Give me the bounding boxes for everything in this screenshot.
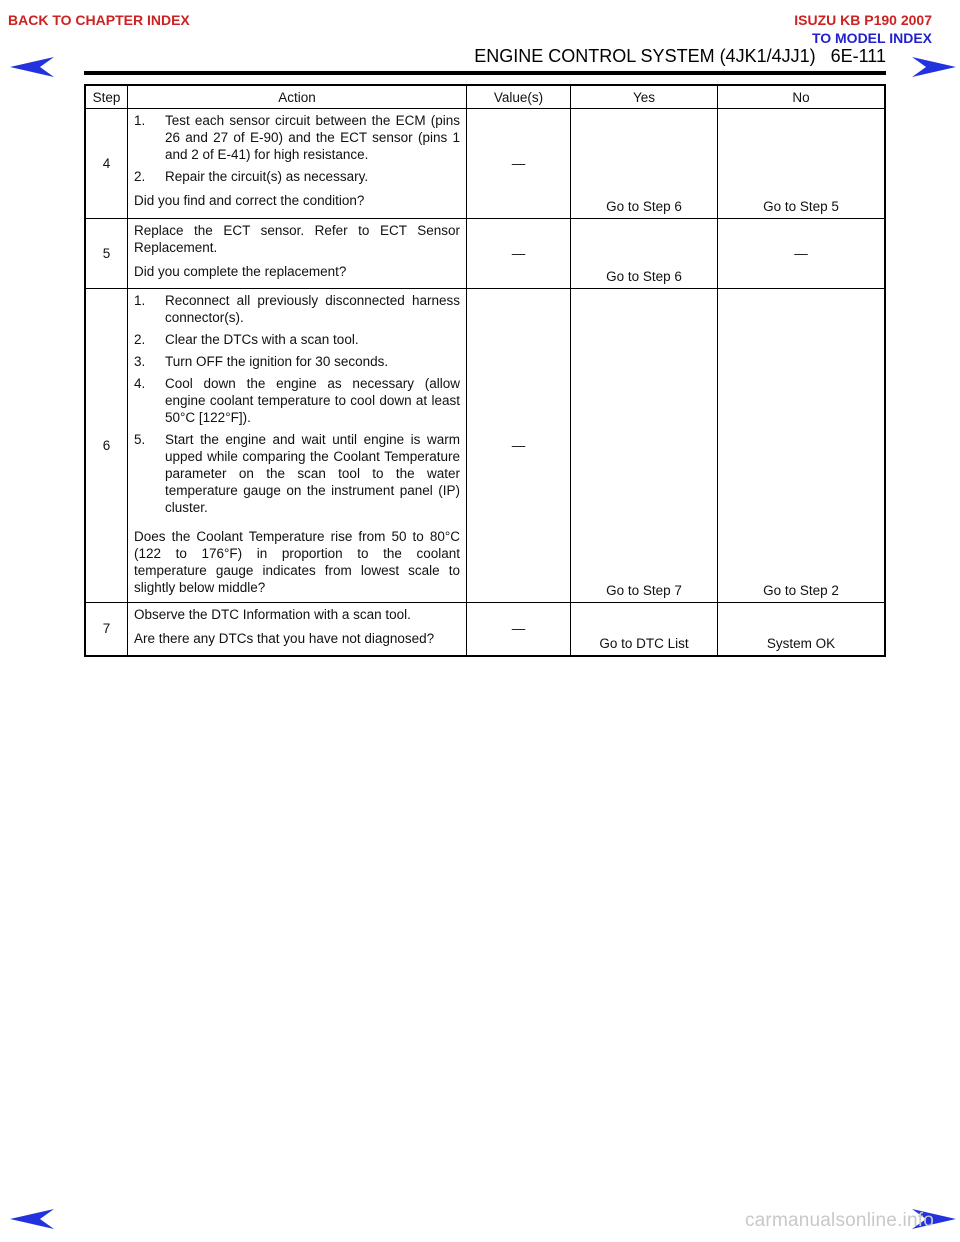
table-row (85, 603, 885, 656)
action-text: Observe the DTC Information with a scan tool. (134, 607, 411, 622)
item-text: Turn OFF the ignition for 30 seconds. (165, 354, 389, 369)
action-cell (128, 219, 467, 289)
watermark: carmanualsonline.info (744, 1210, 934, 1231)
item-number: 2. (134, 169, 146, 184)
item-number: 1. (134, 113, 146, 128)
no-cell: — (718, 219, 886, 289)
value-cell: — (467, 109, 571, 219)
value-cell: — (467, 603, 571, 656)
item-number: 2. (134, 332, 146, 347)
item-number: 1. (134, 293, 146, 308)
item-text: Start the engine and wait until engine is warm upped while comparing the Coolant Temperature parameter on the scan tool to the water temperature gauge on the instrument panel (IP) cluster. (165, 432, 460, 515)
action-item (134, 331, 460, 348)
item-number: 5. (134, 432, 146, 447)
item-text: Reconnect all previously disconnected harness connector(s). (165, 293, 460, 325)
next-page-arrow-top[interactable] (912, 56, 956, 78)
item-text: Repair the circuit(s) as necessary. (165, 169, 369, 184)
column-header-action: Action (128, 85, 467, 109)
action-list (134, 112, 460, 185)
prev-arrow-icon (10, 1208, 54, 1230)
next-arrow-icon (912, 56, 956, 78)
action-text: Replace the ECT sensor. Refer to ECT Sensor Replacement. (134, 223, 460, 255)
action-cell (128, 603, 467, 656)
action-item (134, 353, 460, 370)
prev-arrow-icon (10, 56, 54, 78)
column-header-yes: Yes (571, 85, 718, 109)
action-question: Did you find and correct the condition? (134, 193, 365, 208)
table-header-row (85, 85, 885, 109)
yes-cell: Go to Step 6 (571, 109, 718, 219)
value-cell: — (467, 289, 571, 603)
action-item (134, 112, 460, 163)
model-title: ISUZU KB P190 2007 (794, 12, 932, 28)
no-cell: System OK (718, 603, 886, 656)
action-question: Did you complete the replacement? (134, 264, 347, 279)
action-item (134, 375, 460, 426)
prev-page-arrow-top[interactable] (10, 56, 54, 78)
diagnostic-steps-table (84, 84, 886, 657)
to-model-index-link[interactable]: TO MODEL INDEX (811, 30, 932, 46)
section-title: ENGINE CONTROL SYSTEM (4JK1/4JJ1) (474, 46, 816, 66)
action-cell (128, 289, 467, 603)
no-cell: Go to Step 5 (718, 109, 886, 219)
step-number: 6 (85, 289, 128, 603)
table-row (85, 219, 885, 289)
step-number: 7 (85, 603, 128, 656)
column-header-step: Step (85, 85, 128, 109)
yes-cell: Go to Step 7 (571, 289, 718, 603)
column-header-values: Value(s) (467, 85, 571, 109)
column-header-no: No (718, 85, 886, 109)
item-number: 4. (134, 376, 146, 391)
action-item (134, 168, 460, 185)
action-question: Does the Coolant Temperature rise from 50 to 80°C (122 to 176°F) in proportion to the coolant temperature gauge indicates from lowest scale to slightly below middle? (134, 529, 460, 595)
item-text: Test each sensor circuit between the ECM (pins 26 and 27 of E-90) and the ECT sensor (pins 1 and 2 of E-41) for high resistance. (165, 113, 460, 162)
value-cell: — (467, 219, 571, 289)
table-row (85, 289, 885, 603)
yes-cell: Go to DTC List (571, 603, 718, 656)
back-to-chapter-index-link[interactable]: BACK TO CHAPTER INDEX (8, 12, 190, 28)
action-cell (128, 109, 467, 219)
no-cell: Go to Step 2 (718, 289, 886, 603)
action-item (134, 292, 460, 326)
action-list (134, 292, 460, 516)
prev-page-arrow-bottom[interactable] (10, 1208, 54, 1230)
page-number: 6E-111 (830, 46, 886, 66)
page-header (474, 46, 886, 67)
item-text: Cool down the engine as necessary (allow engine coolant temperature to cool down at least 50°C [122°F]). (165, 376, 460, 425)
yes-cell: Go to Step 6 (571, 219, 718, 289)
action-question: Are there any DTCs that you have not diagnosed? (134, 631, 435, 646)
step-number: 4 (85, 109, 128, 219)
action-item (134, 431, 460, 516)
item-number: 3. (134, 354, 146, 369)
item-text: Clear the DTCs with a scan tool. (165, 332, 359, 347)
step-number: 5 (85, 219, 128, 289)
table-row (85, 109, 885, 219)
header-rule (84, 71, 886, 75)
